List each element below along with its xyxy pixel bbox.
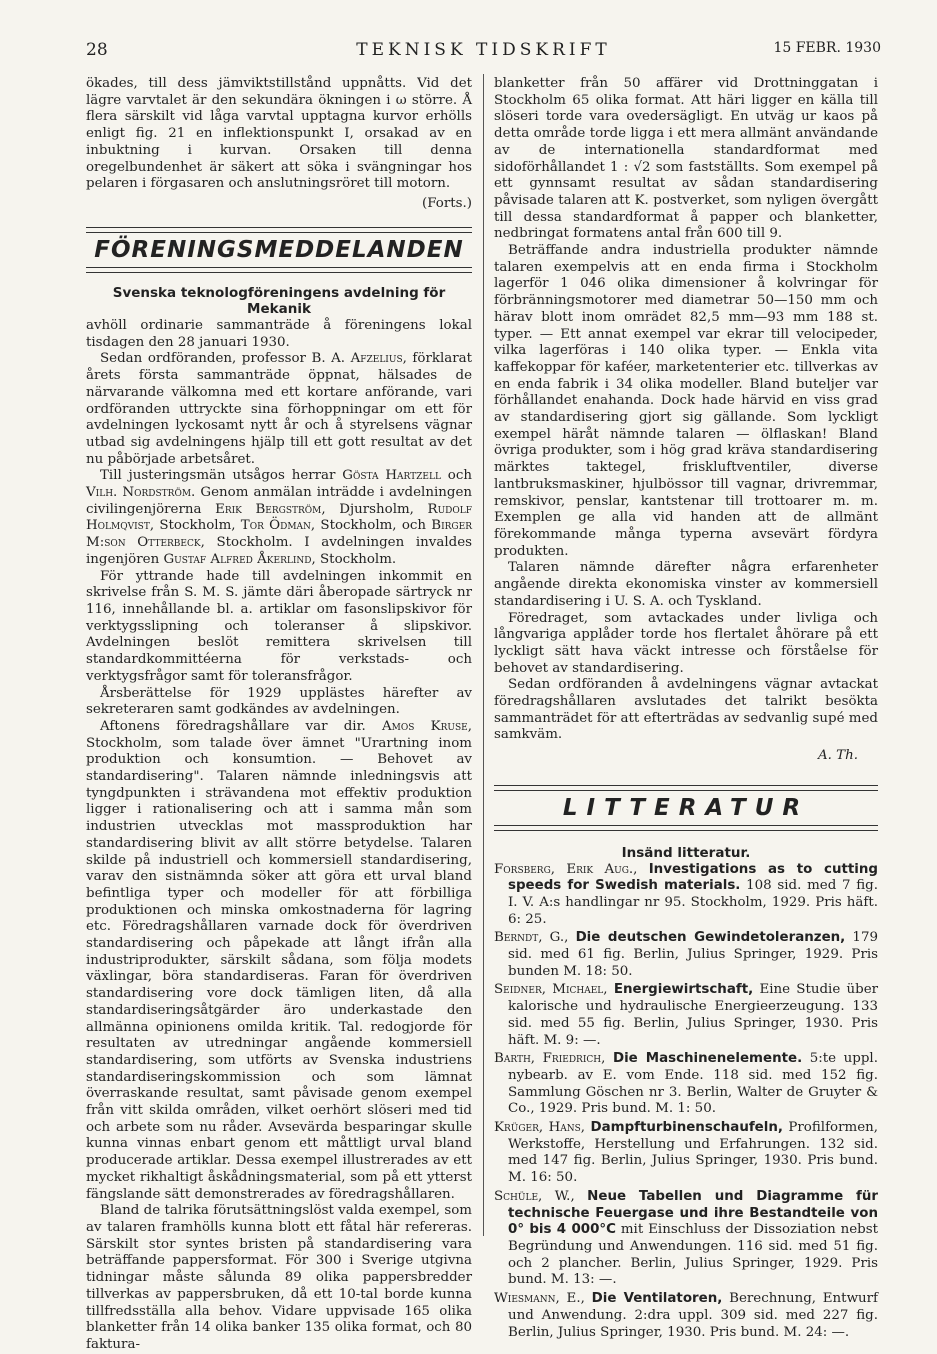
person-name: Gustaf Alfred Åkerlind xyxy=(163,551,312,567)
bibliography-list xyxy=(494,862,878,1342)
text-span: Sedan ordföranden, professor B. A. xyxy=(100,351,351,367)
experience-paragraph: Talaren nämnde därefter några erfarenheter angående direkta ekonomiska vinster av kommersiell standardisering i U. S. A. och Tyskland. xyxy=(494,560,878,609)
bibliography-entry: Wiesmann, E., Die Ventilatoren, Berechnung, Entwurf und Anwendung. 2:dra uppl. 309 sid. med 227 fig. Berlin, Julius Springer, 1930. Pris bund. M. 24: —. xyxy=(494,1291,879,1340)
bib-author: Seidner, Michael xyxy=(494,982,604,998)
closing-paragraph: Sedan ordföranden å avdelningens vägnar avtackat föredragshållaren avslutades det talrikt besökta sammanträdet för att efterträdas av sedvanlig supé med samkväm. xyxy=(494,677,878,743)
applause-paragraph: Föredraget, som avtackades under livliga och långvariga applåder torde hos flertalet åhörare på ett lyckligt sätt hava väckt intresse och förståelse för behovet av standardisering. xyxy=(494,610,878,676)
bib-details: 5:te uppl. nybearb. av E. vom Ende. 118 sid. med 152 fig. Sammlung Göschen nr 3. Berlin, Walter de Gruyter & Co., 1929. Pris bund. M. 1: 50. xyxy=(508,1051,878,1117)
text-span: , förklarat årets första sammanträde öppnat, hälsades de närvarande välkomna med ett kortare anförande, vari ordföranden uttryckte sina förhoppningar om ett för avdelningen lyckosamt nytt år och å styrelsens vägnar utbad sig avdelningens hjälp till ett gott resultat av det nu påbörjade arbetsåret. xyxy=(86,351,472,467)
bib-author: Berndt, G. xyxy=(494,930,565,946)
person-name: Vilh. Nordström xyxy=(86,485,192,501)
bib-author: Schüle, W. xyxy=(494,1188,571,1204)
bibliography-entry: Seidner, Michael, Energiewirtschaft, Eine Studie über kalorische und hydraulische Energieerzeugung. 133 sid. med 55 fig. Berlin, Julius Springer, 1930. Pris häft. M. 9: —. xyxy=(494,982,879,1048)
examples-paragraph: Bland de talrika förutsättningslöst valda exempel, som av talaren framhölls kunna blott ett fåtal här refereras. Särskilt stor syntes bristen på standardisering vara beträffande pappersformat. För 300 i Sverige utgivna tidningar måste sålunda 89 olika pappersbredder tillverkas av pappersbruken, då ett 10-tal borde kunna tillfredsställa alla behov. Vidare uppvisade 165 olika blanketter från 14 olika banker 135 olika format, och 80 faktura- xyxy=(86,1203,472,1352)
lecture-paragraph xyxy=(86,719,472,1203)
text-span: , Stockholm, xyxy=(149,518,241,534)
text-span: , Stockholm, och xyxy=(310,518,432,534)
text-span: . Genom anmälan inträdde i avdelningen civilingenjörerna xyxy=(86,485,472,517)
bib-title: Dampfturbinenschaufeln, xyxy=(590,1120,783,1136)
person-name: Afzelius xyxy=(350,351,403,367)
bib-title: Neue Tabellen und Diagramme für technische Feuergase und ihre Bestandteile von 0° bis 4 000°C xyxy=(508,1188,878,1238)
bib-details: Profilformen, Werkstoffe, Herstellung und Erfahrungen. 132 sid. med 147 fig. Berlin, Julius Springer, 1930. Pris bund. M. 16: 50. xyxy=(508,1120,879,1186)
bib-details: 108 sid. med 7 fig. I. V. A:s handlingar nr 95. Stockholm, 1929. Pris häft. 6: 25. xyxy=(508,878,878,927)
page-header xyxy=(86,40,881,64)
section-title-text: FÖRENINGSMEDDELANDEN xyxy=(94,236,464,263)
section-heading-foreningsmeddelanden xyxy=(86,227,472,273)
signature: A. Th. xyxy=(818,748,858,764)
left-column xyxy=(86,76,472,1354)
person-name: Birger M:son Otterbeck xyxy=(86,518,472,551)
products-paragraph: Beträffande andra industriella produkter nämnde talaren exempelvis att en enda firma i Stockholm lagerför 1 046 olika dimensioner å kolvringar för förbränningsmotorer med diametrar 50—150 mm och härav blott inom omrädet 82,5 mm—93 mm 188 st. typer. — Ett annat exempel var ekrar till velocipeder, vilka lagerföras i 140 olika typer. — Enkla vita kaffekoppar för kaféer, marketenterier etc. tillverkas av en enda fabrik i 34 olika modeller. Bland buteljer var förhållandet enahanda. Dock hade härvid en viss grad av standardisering gjort sig gällande. Som lyckligt exempel häråt nämnde talaren — ölflaskan! Bland övriga produkter, som i hög grad kräva standardisering märktes taktegel, friskluftventiler, diverse lantbruksmaskiner, hjulbössor till vagnar, drivremmar, remskivor, penslar, kantstenar till trottoarer m. m. Exemplen ge alla vid handen att de allmänt förekommande många typerna avsevärt fördyra produkten. xyxy=(494,243,878,559)
members-paragraph xyxy=(86,468,472,568)
bibliography-entry: Schüle, W., Neue Tabellen und Diagramme für technische Feuergase und ihre Bestandteile von 0° bis 4 000°C mit Einschluss der Dissoziation nebst Begründung und Anwendungen. 116 sid. med 51 fig. och 2 plancher. Berlin, Julius Springer, 1929. Pris bund. M. 13: —. xyxy=(494,1188,878,1288)
journal-title: TEKNISK TIDSKRIFT xyxy=(356,40,611,60)
bib-details: 179 sid. med 61 fig. Berlin, Julius Springer, 1929. Pris bunden M. 18: 50. xyxy=(508,930,878,979)
bib-author: Forsberg, Erik Aug. xyxy=(494,861,634,877)
continued-note: (Forts.) xyxy=(422,195,472,211)
bibliography-entry: Barth, Friedrich, Die Maschinenelemente. 5:te uppl. nybearb. av E. vom Ende. 118 sid. med 152 fig. Sammlung Göschen nr 3. Berlin, Walter de Gruyter & Co., 1929. Pris bund. M. 1: 50. xyxy=(494,1051,878,1117)
right-column xyxy=(494,76,878,1343)
text-span: , Stockholm, som talade över ämnet "Urartning inom produktion och konsumtion. — Behovet av standardisering". Talaren nämnde inledningsvis att tyngdpunkten i strävandena mot effektiv produktion ligger i rationalisering och att i samma mån som industrien utvecklas mot massproduktion har standardisering blivit av allt större betydelse. Talaren skilde på industriell och kommersiell standardisering, varav den sistnämnda söker att göra ett urval bland befintliga typer och modeller för att förbilliga produktionen och minska omkostnaderna för lagring etc. Föredragshållaren varnade dock för överdriven standardisering och påpekade att långt ifrån alla industriprodukter, särskilt sådana, som följa modets växlingar, böra standardiseras. Faran för överdriven standardisering vore dock tämligen liten, då alla standardiseringsåtgärder äro underkastade den allmänna opinionens omilda kritik. Tal. redogjorde för resultaten av utredningar angående kommersiell standardisering, som utförts av Svenska industriens standardiseringskommission och som lämnat överraskande resultat, samt påvisade genom exempel från vitt skilda områden, vilket oerhört slöseri med tid och arbete som nu råder. Avsevärda besparingar skulle kunna vinnas enbart genom ett måttligt urval bland producerade artiklar. Dessa exempel illustrerades av ett mycket rikhaltigt åskådningsmaterial, som på ett ytterst fängslande sätt demonstrerades av föredragshållaren. xyxy=(86,718,472,1202)
section-heading-litteratur xyxy=(494,785,878,831)
person-name: Rudolf Holmqvist xyxy=(86,501,472,534)
bib-title: Investigations as to cutting speeds for Swedish materials. xyxy=(508,861,878,894)
column-divider xyxy=(483,74,484,1236)
text-span: och xyxy=(440,468,472,484)
text-span: , Stockholm. I avdelningen invaldes ingenjören xyxy=(86,535,472,567)
person-name: Tor Ödman xyxy=(240,518,311,534)
person-name: Amos Kruse xyxy=(381,718,468,734)
bibliography-entry: Krüger, Hans, Dampfturbinenschaufeln, Profilformen, Werkstoffe, Herstellung und Erfahrungen. 132 sid. med 147 fig. Berlin, Julius Springer, 1930. Pris bund. M. 16: 50. xyxy=(494,1120,879,1186)
heading-rule-bottom xyxy=(494,825,878,831)
literature-subhead: Insänd litteratur. xyxy=(621,844,751,861)
section-title-text: LITTERATUR xyxy=(562,794,810,821)
page-number: 28 xyxy=(86,40,108,60)
intro-paragraph: ökades, till dess jämviktstillstånd uppnåtts. Vid det lägre varvtalet är den sekundära ökningen i ω större. Å flera särskilt vid låga varvtal upptagna kurvor erhölls enligt fig. 21 en inflektionspunkt I, orsakad av en inbuktning i kurvan. Orsaken till denna oregelbundenhet är säkert att söka i svängningar hos pelaren i förgasaren och anslutningsröret till motorn. xyxy=(86,76,472,192)
bibliography-entry: Forsberg, Erik Aug., Investigations as to cutting speeds for Swedish materials. 108 sid. med 7 fig. I. V. A:s handlingar nr 95. Stockholm, 1929. Pris häft. 6: 25. xyxy=(494,861,878,927)
annual-report-paragraph: Årsberättelse för 1929 upplästes härefter av sekreteraren samt godkändes av avdelningen. xyxy=(86,685,472,718)
bib-title: Die Ventilatoren, xyxy=(591,1291,723,1307)
meeting-subhead: Svenska teknologföreningens avdelning för Mekanik xyxy=(112,284,446,318)
bib-author: Krüger, Hans xyxy=(494,1120,581,1136)
bib-author: Barth, Friedrich xyxy=(494,1051,602,1067)
bib-author: Wiesmann, E. xyxy=(494,1291,581,1307)
chairman-paragraph xyxy=(86,351,472,468)
text-span: Till justeringsmän utsågos herrar xyxy=(100,468,343,484)
bib-title: Die Maschinenelemente. xyxy=(612,1051,803,1067)
heading-rule-bottom xyxy=(86,267,472,273)
bib-title: Energiewirtschaft, xyxy=(613,982,754,998)
bib-details: Eine Studie über kalorische und hydraulische Energieerzeugung. 133 sid. med 55 fig. Berlin, Julius Springer, 1930. Pris häft. M. 9: —. xyxy=(508,982,879,1048)
meeting-paragraph: avhöll ordinarie sammanträde å föreningens lokal tisdagen den 28 januari 1930. xyxy=(86,318,472,350)
text-span: , Stockholm. xyxy=(311,551,397,567)
letter-paragraph: För yttrande hade till avdelningen inkommit en skrivelse från S. M. S. jämte däri åberopade särtryck nr 116, innehållande bl. a. artiklar om fasonslipskivor för verktygsslipning och toleranser å slipskivor. Avdelningen beslöt remittera skrivelsen till standardkommittéerna för verkstads- och verktygsfrågor samt för toleransfrågor. xyxy=(86,568,472,684)
formats-paragraph: blanketter från 50 affärer vid Drottninggatan i Stockholm 65 olika format. Att häri ligger en källa till slöseri torde vara ovedersägligt. En utväg ur kaos på detta område torde ligga i ett mera allmänt användande av de internationella standardformat med sidoförhållandet 1 : √2 som fastställts. Som exempel på ett gynnsamt resultat av sådan standardisering påvisade talaren att K. postverket, som nyligen övergått till dessa standardformat å papper och blanketter, nedbringat formatens antal från 600 till 9. xyxy=(494,76,878,242)
bibliography-entry: Berndt, G., Die deutschen Gewindetoleranzen, 179 sid. med 61 fig. Berlin, Julius Springer, 1929. Pris bunden M. 18: 50. xyxy=(494,930,878,979)
bib-details: mit Einschluss der Dissoziation nebst Begründung und Anwendungen. 116 sid. med 51 fig. och 2 plancher. Berlin, Julius Springer, 1929. Pris bund. M. 13: —. xyxy=(508,1222,878,1288)
person-name: Gösta Hartzell xyxy=(342,468,441,484)
bib-details: Berechnung, Entwurf und Anwendung. 2:dra uppl. 309 sid. med 227 fig. Berlin, Julius Springer, 1930. Pris bund. M. 24: —. xyxy=(508,1291,879,1340)
text-span: , Djursholm, xyxy=(321,501,428,517)
person-name: Erik Bergström xyxy=(215,501,322,517)
issue-date: 15 FEBR. 1930 xyxy=(773,40,881,56)
bib-title: Die deutschen Gewindetoleranzen, xyxy=(575,930,846,946)
text-span: Aftonens föredragshållare var dir. xyxy=(100,718,382,734)
